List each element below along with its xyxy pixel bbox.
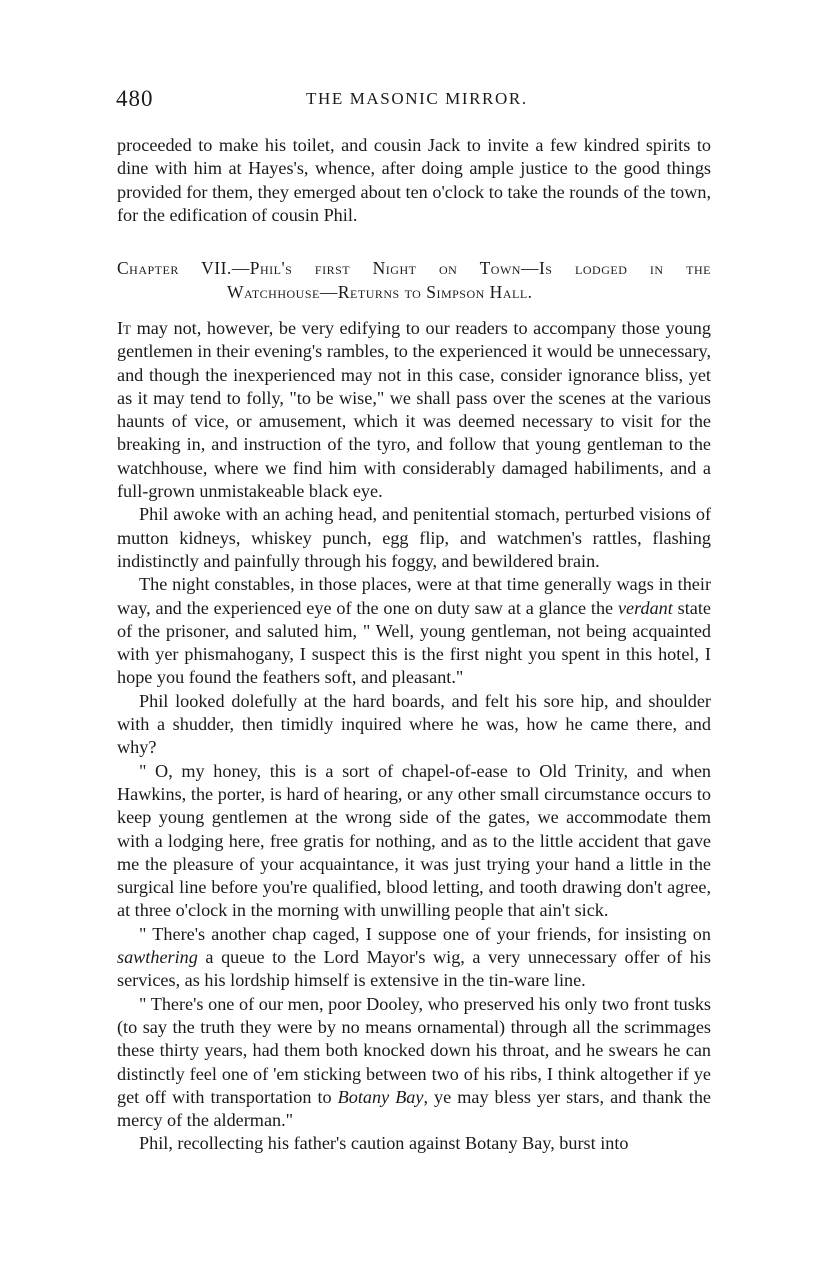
paragraph — [117, 503, 711, 573]
paragraph — [117, 923, 711, 993]
paragraph-text: a queue to the Lord Mayor's wig, a very unnecessary offer of his services, as his lordship himself is extensive in the tin-ware line. — [117, 947, 711, 991]
italic-word: sawthering — [117, 947, 198, 968]
paragraph — [117, 1132, 711, 1155]
paragraph-text: may not, however, be very edifying to our readers to accompany those young gentlemen in their evening's rambles, to the experienced it would be unnecessary, and though the inexperienced may not in this case, consider ignorance bliss, yet as it may tend to folly, "to be wise," we shall pass over the scenes at the various haunts of vice, or amusement, which it was deemed necessary to visit for the breaking in, and instruction of the tyro, and follow that young gentleman to the watchhouse, where we find him with considerably damaged habiliments, and a full-grown unmistakeable black eye. — [117, 318, 711, 502]
paragraph-text: Phil awoke with an aching head, and penitential stomach, perturbed visions of mutton kidneys, whiskey punch, egg flip, and watchmen's rattles, flashing indistinctly and painfully through his foggy, and bewildered brain. — [117, 504, 711, 571]
paragraph-lead-word: It — [117, 318, 131, 338]
paragraph — [117, 317, 711, 503]
continuation-text: proceeded to make his toilet, and cousin Jack to invite a few kindred spirits to dine with him at Hayes's, whence, after doing ample justice to the good things provided for them, they emerged about ten o'clock to take the rounds of the town, for the edification of cousin Phil. — [117, 135, 711, 225]
paragraph — [117, 690, 711, 760]
chapter-heading-line-2: Watchhouse—Returns to Simpson Hall. — [227, 282, 533, 302]
italic-word: verdant — [617, 597, 673, 618]
running-header — [116, 86, 712, 116]
paragraph-text: , ye may bless yer stars, and thank the mercy of the alderman." — [117, 1086, 711, 1131]
italic-word: Botany Bay — [337, 1086, 424, 1107]
page-number: 480 — [116, 86, 154, 111]
continuation-paragraph — [117, 134, 711, 227]
paragraph-text: The night constables, in those places, were at that time generally wags in their way, and the experienced eye of the one on duty saw at a glance the — [117, 574, 711, 618]
chapter-heading-line-1: Chapter VII.—Phil's first Night on Town—Is lodged in the — [117, 258, 711, 278]
paragraph-text: " There's another chap caged, I suppose one of your friends, for insisting on — [139, 923, 711, 944]
paragraph-text: Phil looked dolefully at the hard boards, and felt his sore hip, and shoulder with a shudder, then timidly inquired where he was, how he came there, and why? — [117, 690, 711, 758]
paragraph-text: Phil, recollecting his father's caution against Botany Bay, burst into — [139, 1133, 629, 1154]
chapter-heading — [117, 256, 711, 304]
paragraph — [117, 573, 711, 689]
chapter-body — [117, 317, 711, 1156]
running-title: THE MASONIC MIRROR. — [306, 89, 528, 108]
paragraph — [117, 993, 711, 1133]
paragraph-text: state of the prisoner, and saluted him, " Well, young gentleman, not being acquainted with yer phismahogany, I suspect this is the first night you spent in this hotel, I hope you found the feathers soft, and pleasant." — [117, 597, 711, 688]
paragraph-text: " There's one of our men, poor Dooley, who preserved his only two front tusks (to say the truth they were by no means ornamental) through all the scrimmages these thirty years, had them both knocked down his throat, and he swears he can distinctly feel one of 'em sticking between two of his ribs, I think altogether if ye get off with transportation to — [117, 993, 711, 1107]
paragraph — [117, 760, 711, 923]
paragraph-text: " O, my honey, this is a sort of chapel-of-ease to Old Trinity, and when Hawkins, the porter, is hard of hearing, or any other small circumstance occurs to keep young gentlemen at the wrong side of the gates, we accommodate them with a lodging here, free gratis for nothing, and as to the little accident that gave me the pleasure of your acquaintance, it was just trying your hand a little in the surgical line before you're qualified, blood letting, and tooth drawing don't agree, at three o'clock in the morning with unwilling people that ain't sick. — [117, 760, 711, 921]
